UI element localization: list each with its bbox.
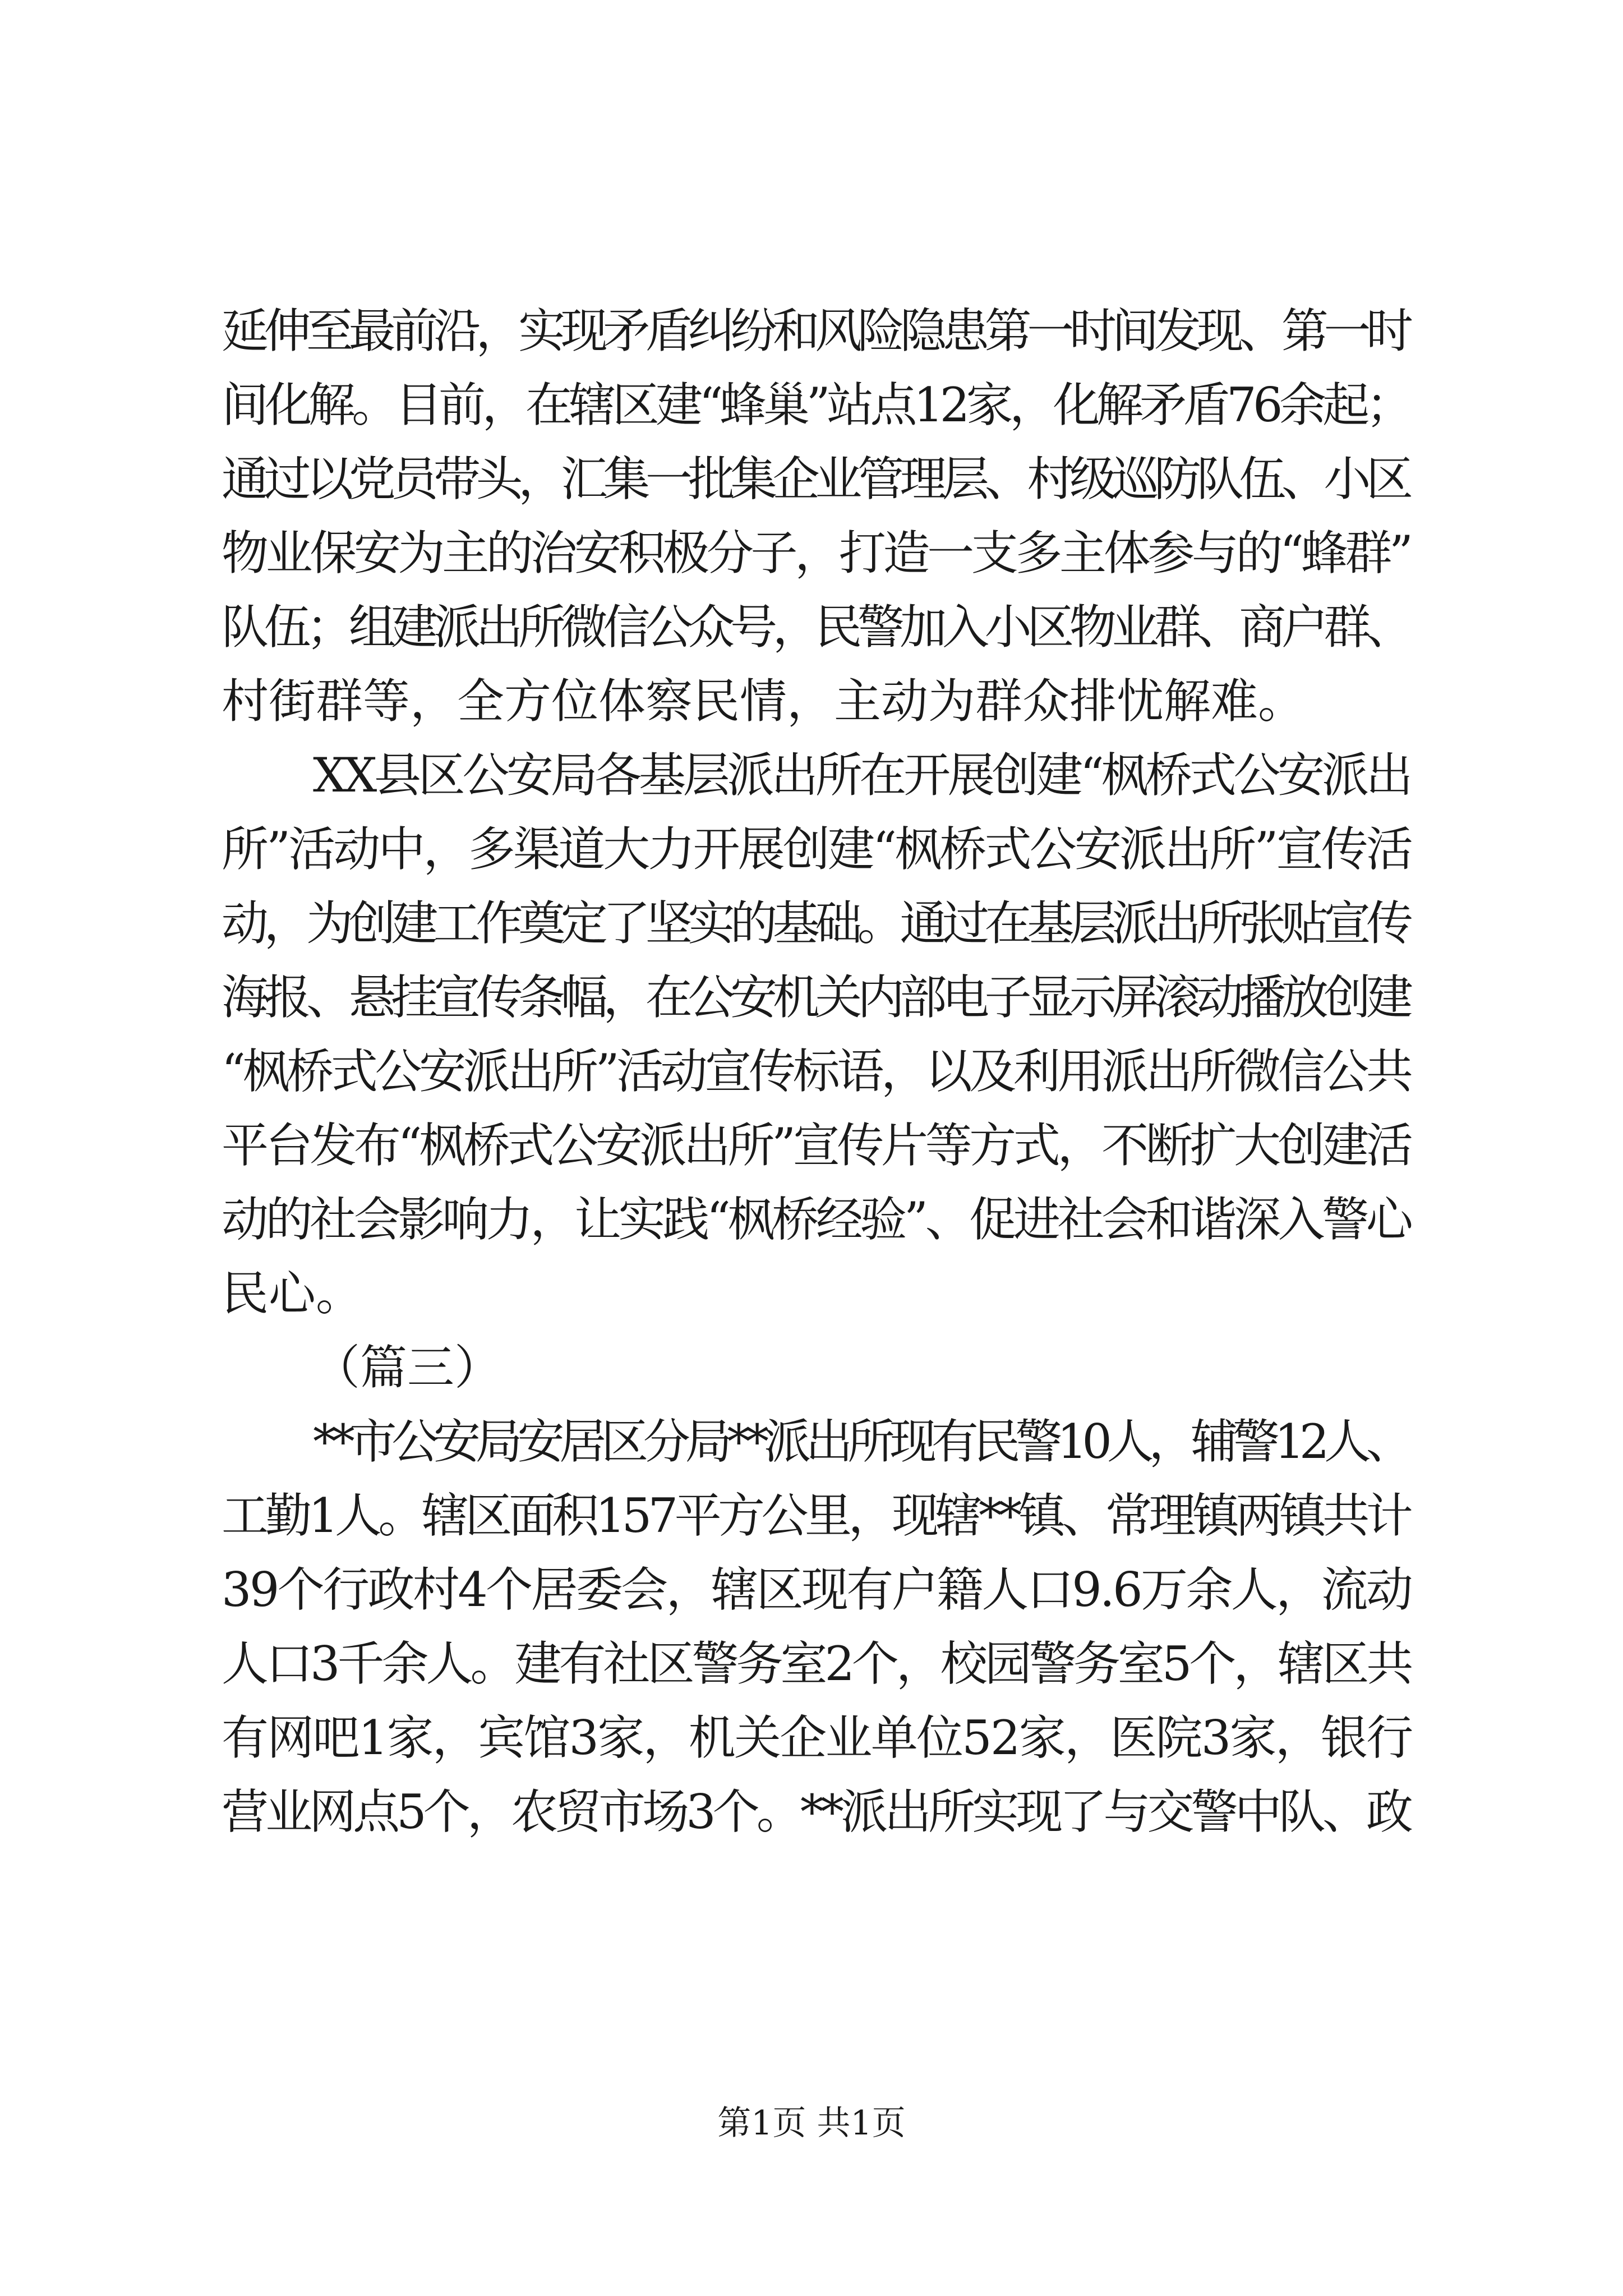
section-heading: [313, 1340, 1413, 1396]
line-text: 人口3千余人。建有社区警务室2个，校园警务室5个，辖区共: [222, 1636, 1411, 1691]
line-text: 海报、悬挂宣传条幅，在公安机关内部电子显示屏滚动播放创建: [222, 970, 1409, 1025]
text-line: [222, 1043, 1413, 1099]
text-line: [222, 1562, 1413, 1618]
line-text: XX县区公安局各基层派出所在开展创建“枫桥式公安派出: [313, 748, 1410, 803]
line-text: 通过以党员带头，汇集一批集企业管理层、村级巡防队伍、小区: [222, 452, 1409, 507]
line-text: 39个行政村4个居委会，辖区现有户籍人口9.6万余人，流动: [222, 1562, 1412, 1617]
line-text: 队伍；组建派出所微信公众号，民警加入小区物业群、商户群、: [222, 600, 1409, 655]
line-text: 延伸至最前沿，实现矛盾纠纷和风险隐患第一时间发现、第一时: [222, 303, 1409, 358]
text-line: [222, 525, 1413, 581]
line-text: 平台发布“枫桥式公安派出所”宣传片等方式，不断扩大创建活: [222, 1118, 1410, 1173]
text-line: [222, 599, 1413, 655]
text-line: [222, 1710, 1413, 1766]
line-text: 动的社会影响力，让实践“枫桥经验”、促进社会和谐深入警心: [222, 1192, 1410, 1247]
text-line: [222, 1488, 1413, 1544]
line-text: 民心。: [222, 1266, 363, 1321]
line-text: **市公安局安居区分局**派出所现有民警10人，辅警12人、: [313, 1414, 1408, 1469]
line-text: 间化解。目前，在辖区建“蜂巢”站点12家，化解矛盾76余起；: [222, 378, 1410, 432]
text-line: [222, 451, 1413, 507]
line-text: 所”活动中，多渠道大力开展创建“枫桥式公安派出所”宣传活: [222, 822, 1411, 877]
line-text: 动，为创建工作奠定了坚实的基础。通过在基层派出所张贴宣传: [222, 896, 1409, 951]
text-line: [222, 673, 1413, 729]
text-line: [222, 969, 1413, 1025]
text-line: [222, 821, 1413, 877]
line-text: 物业保安为主的治安积极分子，打造一支多主体参与的“蜂群”: [222, 526, 1410, 581]
text-line: [222, 303, 1413, 359]
heading-text: （篇三）: [313, 1340, 502, 1395]
text-line: [222, 1636, 1413, 1692]
text-line: [313, 1414, 1413, 1470]
line-text: “枫桥式公安派出所”活动宣传标语，以及利用派出所微信公共: [222, 1044, 1410, 1099]
text-line: [313, 747, 1413, 803]
text-line: [222, 1191, 1413, 1248]
line-text: 工勤1人。辖区面积157平方公里，现辖**镇、常理镇两镇共计: [222, 1488, 1410, 1543]
text-line: [222, 895, 1413, 951]
text-line: [222, 1117, 1413, 1174]
line-text: 村街群等，全方位体察民情，主动为群众排忧解难。: [222, 674, 1306, 729]
text-line: [222, 1266, 1413, 1322]
text-line: [222, 377, 1413, 433]
page-footer: 第1页 共1页: [717, 2104, 906, 2143]
line-text: 营业网点5个，农贸市场3个。**派出所实现了与交警中队、政: [222, 1784, 1410, 1839]
text-line: [222, 1784, 1413, 1840]
line-text: 有网吧1家，宾馆3家，机关企业单位52家，医院3家，银行: [222, 1710, 1412, 1765]
